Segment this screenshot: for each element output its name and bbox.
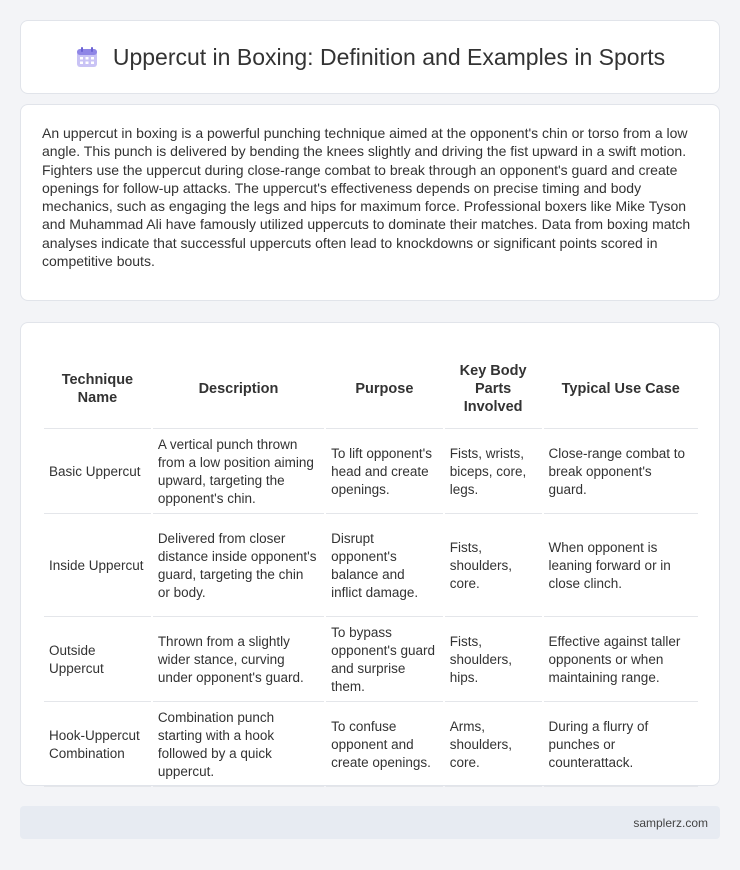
cell-technique: Basic Uppercut xyxy=(44,431,151,514)
table-row xyxy=(44,619,698,702)
footer-site-link[interactable]: samplerz.com xyxy=(633,815,708,830)
cell-use-case: When opponent is leaning forward or in close clinch. xyxy=(544,516,699,617)
cell-body-parts: Arms, shoulders, core. xyxy=(445,704,542,787)
footer-bar xyxy=(20,806,720,839)
cell-body-parts: Fists, shoulders, core. xyxy=(445,516,542,617)
cell-use-case: Close-range combat to break opponent's guard. xyxy=(544,431,699,514)
header-typical-use-case: Typical Use Case xyxy=(544,349,699,429)
cell-technique: Inside Uppercut xyxy=(44,516,151,617)
header-description: Description xyxy=(153,349,324,429)
calendar-icon xyxy=(75,45,99,69)
table-row xyxy=(44,704,698,787)
cell-use-case: Effective against taller opponents or when maintaining range. xyxy=(544,619,699,702)
table-row xyxy=(44,516,698,617)
cell-body-parts: Fists, shoulders, hips. xyxy=(445,619,542,702)
title-row xyxy=(75,44,665,71)
cell-purpose: To lift opponent's head and create openings. xyxy=(326,431,443,514)
cell-purpose: To bypass opponent's guard and surprise them. xyxy=(326,619,443,702)
cell-purpose: Disrupt opponent's balance and inflict damage. xyxy=(326,516,443,617)
table-header-row xyxy=(44,349,698,429)
cell-use-case: During a flurry of punches or counterattack. xyxy=(544,704,699,787)
cell-body-parts: Fists, wrists, biceps, core, legs. xyxy=(445,431,542,514)
cell-description: A vertical punch thrown from a low position aiming upward, targeting the opponent's chin. xyxy=(153,431,324,514)
title-card xyxy=(20,20,720,94)
header-purpose: Purpose xyxy=(326,349,443,429)
table-card xyxy=(20,322,720,786)
cell-description: Thrown from a slightly wider stance, curving under opponent's guard. xyxy=(153,619,324,702)
cell-technique: Hook-Uppercut Combination xyxy=(44,704,151,787)
page-title: Uppercut in Boxing: Definition and Examples in Sports xyxy=(112,43,666,70)
header-key-body-parts: Key Body Parts Involved xyxy=(445,349,542,429)
header-technique-name: Technique Name xyxy=(44,349,151,429)
table-row xyxy=(44,431,698,514)
cell-purpose: To confuse opponent and create openings. xyxy=(326,704,443,787)
cell-description: Combination punch starting with a hook followed by a quick uppercut. xyxy=(153,704,324,787)
cell-description: Delivered from closer distance inside opponent's guard, targeting the chin or body. xyxy=(153,516,324,617)
intro-card xyxy=(20,104,720,301)
techniques-table xyxy=(42,347,700,789)
intro-paragraph: An uppercut in boxing is a powerful punching technique aimed at the opponent's chin or torso from a low angle. This punch is delivered by bending the knees slightly and driving the fist upward in a swift motion. Fighters use the uppercut during close-range combat to break through an opponent's guard and create openings for follow-up attacks. The uppercut's effectiveness depends on precise timing and body mechanics, such as engaging the legs and hips for maximum force. Professional boxers like Mike Tyson and Muhammad Ali have famously utilized uppercuts to dominate their matches. Data from boxing match analyses indicate that successful uppercuts often lead to knockdowns or significant points scored in competitive bouts. xyxy=(42,125,691,270)
cell-technique: Outside Uppercut xyxy=(44,619,151,702)
